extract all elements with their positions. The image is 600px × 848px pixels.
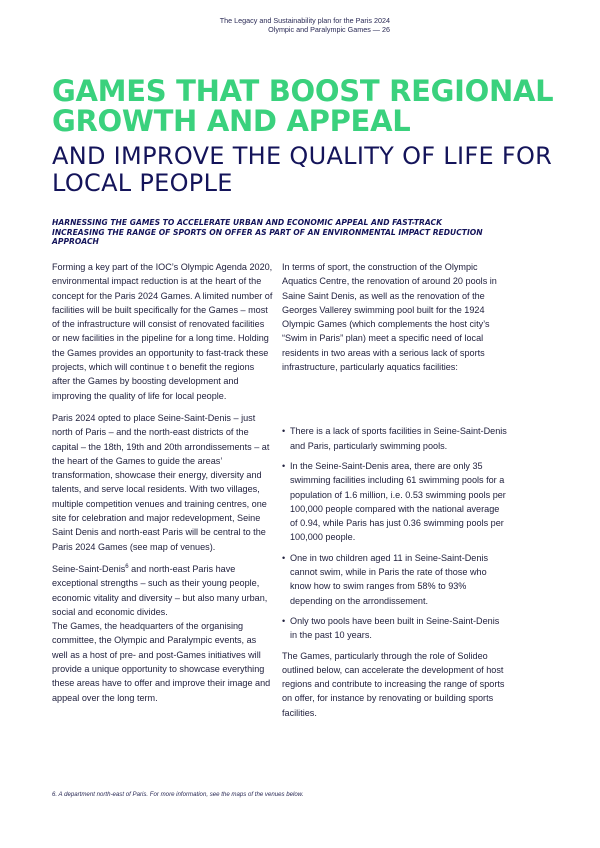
- paragraph: Forming a key part of the IOC’s Olympic Agenda 2020, environmental impact reduction is at the heart of the concept for the Paris 2024 Games. A limited number of facilities will be built specifically for the Games – most of the infrastructure will consist of renovated facilities or new facilities in the pipeline for a long time. Holding the Games provides an opportunity to fast-track these projects, which will continue t o benefit the regions after the Games by boosting development and improving the quality of life for local people.: [52, 262, 273, 401]
- paragraph: [52, 562, 274, 619]
- right-column: [282, 260, 508, 728]
- bullet-icon: •: [282, 615, 286, 626]
- paragraph: The Games, the headquarters of the organising committee, the Olympic and Paralympic events, as well as a host of pre- and post-Games initiatives will provide a unique opportunity to showcase everything these areas have to offer and improve their image and appeal over the long term.: [52, 621, 271, 703]
- list-item-text: In the Seine-Saint-Denis area, there are only 35 swimming facilities including 61 swimming pools for a population of 1.6 million, i.e. 0.53 swimming pools per 100,000 people compared with the national average of 0.94, while Paris has just 0.36 swimming pools per 100,000 people.: [290, 460, 506, 543]
- paragraph: Paris 2024 opted to place Seine-Saint-Denis – just north of Paris – and the north-east districts of the capital – the 18th, 19th and 20th arrondissements – at the heart of the Games to guide the areas’ transformation, showcase their energy, diversity and talents, and serve local residents. With two villages, multiple competition venues and training centres, one site for celebration and major redevelopment, Seine Saint Denis and north-east Paris will be central to the Paris 2024 Games (see map of venues).: [52, 412, 270, 552]
- bullet-icon: •: [282, 426, 286, 437]
- bullet-icon: •: [282, 552, 286, 563]
- footnote-marker: 6: [125, 563, 129, 570]
- bullet-icon: •: [282, 460, 286, 471]
- paragraph-text: and north-east Paris have exceptional strengths – such as their young people, economic vitality and diversity – but also many urban, social and economic divides.: [52, 563, 268, 617]
- page-title: GAMES THAT BOOST REGIONAL GROWTH AND APPEAL: [52, 74, 554, 138]
- footnote: 6. A department north-east of Paris. For more information, see the maps of the venues below.: [52, 791, 304, 798]
- list-item-text: Only two pools have been built in Seine-Saint-Denis in the past 10 years.: [290, 615, 500, 641]
- list-item-text: There is a lack of sports facilities in Seine-Saint-Denis and Paris, particularly swimming pools.: [290, 426, 507, 451]
- list-item: [282, 551, 508, 608]
- bullet-list: [282, 424, 508, 642]
- paragraph: The Games, particularly through the role of Solideo outlined below, can accelerate the development of host regions and contribute to increasing the range of sports on offer, for instance by renovating or building sports facilities.: [282, 650, 505, 718]
- left-column: [52, 260, 274, 713]
- page-subtitle: AND IMPROVE THE QUALITY OF LIFE FOR LOCAL PEOPLE: [52, 142, 553, 197]
- paragraph: In terms of sport, the construction of the Olympic Aquatics Centre, the renovation of around 20 pools in Saine Saint Denis, as well as the renovation of the Georges Vallerey swimming pool built for the 1924 Olympic Games (which complements the host city’s “Swim in Paris” plan) meet a specific need of local residents in two areas with a serious lack of sports infrastructure, particularly aquatics facilities:: [282, 262, 497, 373]
- list-item: [282, 459, 508, 545]
- header-line-1: The Legacy and Sustainability plan for the Paris 2024: [219, 16, 390, 25]
- list-item-text: One in two children aged 11 in Seine-Saint-Denis cannot swim, while in Paris the rate of those who know how to swim ranges from 58% to 93% depending on the arrondissement.: [290, 552, 488, 606]
- header-line-2: Olympic and Paralympic Games — 26: [268, 25, 390, 35]
- page-header: [190, 16, 390, 34]
- section-subheading: HARNESSING THE GAMES TO ACCELERATE URBAN AND ECONOMIC APPEAL AND FAST-TRACK INCREASING THE RANGE OF SPORTS ON OFFER AS PART OF AN ENVIRONMENTAL IMPACT REDUCTION APPROACH: [52, 218, 483, 247]
- footnote-anchor-text: Seine-Saint-Denis: [52, 563, 126, 574]
- list-item: [282, 614, 508, 643]
- list-item: [282, 424, 508, 453]
